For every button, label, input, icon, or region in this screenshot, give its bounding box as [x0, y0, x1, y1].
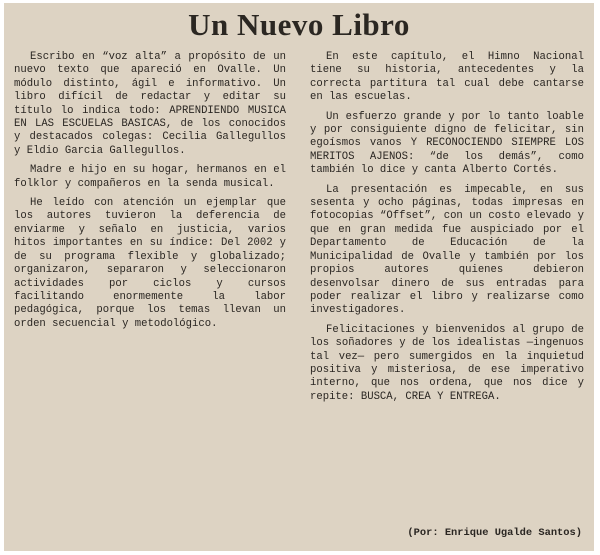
paragraph: He leído con atención un ejemplar que los autores tuvieron la deferencia de enviarme y señalo en justicia, varios hitos importantes en su índice: Del 2002 y de su programa flexible y globalizado; organizaron, separaron y seleccionaron actividades por ciclos y cursos facilitando enormemente la labor pedagógica, porque los temas llevan un orden secuencial y metodológico.: [14, 197, 286, 330]
left-column: [14, 51, 286, 337]
paragraph: Un esfuerzo grande y por lo tanto loable y por consiguiente digno de felicitar, sin egoísmos vanos Y RECONOCIENDO SIEMPRE LOS MERITOS AJENOS: “de los demás”, como también lo dice y canta Alberto Cortés.: [310, 110, 584, 177]
paragraph: Felicitaciones y bienvenidos al grupo de los soñadores y de los idealistas —ingenuos tal vez— pero sumergidos en la inquietud positiva y misteriosa, de ese imperativo interno, que nos ordena, que nos dice y repite: BUSCA, CREA Y ENTREGA.: [310, 323, 584, 403]
paragraph: Escribo en “voz alta” a propósito de un nuevo texto que apareció en Ovalle. Un módulo distinto, ágil e informativo. Un libro difícil de redactar y editar su título lo indica todo: APRENDIENDO MUSICA EN LAS ESCUELAS BASICAS, de los conocidos y destacados colegas: Cecilia Gallegullos y Eldio Garcia Gallegullos.: [14, 51, 286, 157]
newspaper-clipping: [4, 3, 594, 551]
headline: Un Nuevo Libro: [188, 7, 410, 42]
paragraph: La presentación es impecable, en sus sesenta y ocho páginas, todas impresas en fotocopias “Offset”, con un costo elevado y que en gran medida fue auspiciado por el Departamento de Educación de la Municipalidad de Ovalle y también por los propios autores quienes debieron desenvolsar dinero de sus entradas para poder realizar el libro y realizarse como investigadores.: [310, 183, 584, 317]
paragraph: Madre e hijo en su hogar, hermanos en el folklor y compañeros en la senda musical.: [14, 164, 286, 190]
byline: (Por: Enrique Ugalde Santos): [407, 527, 582, 539]
paragraph: En este capítulo, el Himno Nacional tiene su historia, antecedentes y la correcta partitura tal cual debe cantarse en las escuelas.: [310, 51, 584, 104]
right-column: [310, 51, 584, 410]
